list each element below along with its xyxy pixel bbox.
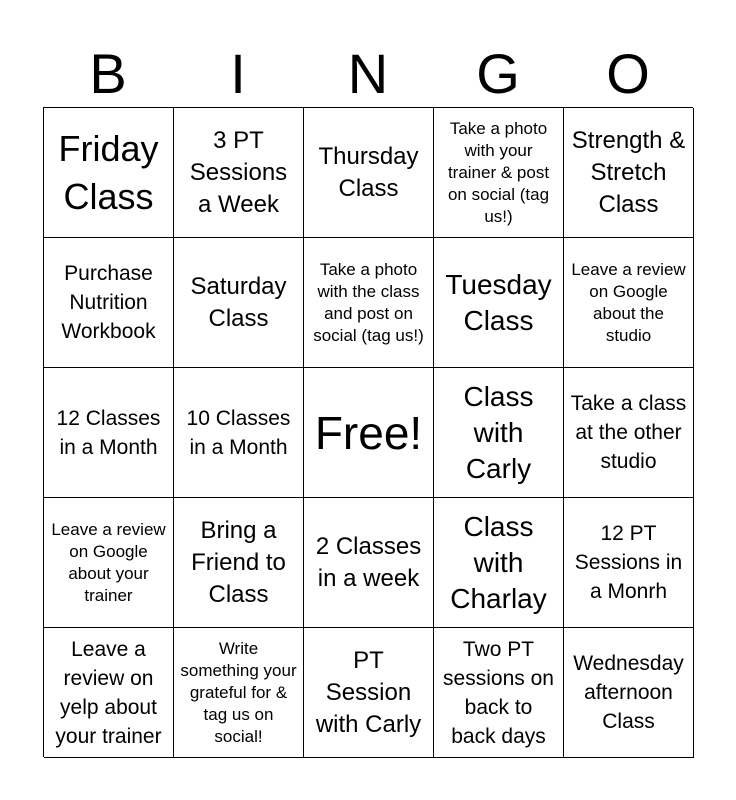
header-letter-b: B xyxy=(89,42,127,105)
cell-text: Bring a Friend to Class xyxy=(191,516,286,608)
bingo-cell-r1c2[interactable] xyxy=(174,108,304,238)
cell-text: Saturday Class xyxy=(190,272,287,332)
bingo-cell-r4c1[interactable] xyxy=(44,498,174,628)
bingo-cell-free[interactable] xyxy=(304,368,434,498)
bingo-cell-r2c4[interactable] xyxy=(434,238,564,368)
bingo-cell-r3c5[interactable] xyxy=(564,368,694,498)
header-letter-g: G xyxy=(476,42,520,105)
cell-text: Class with Carly xyxy=(463,380,534,484)
header-letter-n: N xyxy=(347,42,389,105)
cell-text: Thursday Class xyxy=(318,142,419,202)
bingo-cell-r4c5[interactable] xyxy=(564,498,694,628)
cell-text: Friday Class xyxy=(58,127,159,217)
bingo-cell-r2c5[interactable] xyxy=(564,238,694,368)
bingo-cell-r2c2[interactable] xyxy=(174,238,304,368)
bingo-cell-r3c4[interactable] xyxy=(434,368,564,498)
cell-text: Take a photo with the class and post on social (tag us!) xyxy=(313,259,424,345)
cell-text: Strength & Stretch Class xyxy=(571,126,686,218)
cell-text: 12 Classes in a Month xyxy=(56,406,161,459)
bingo-cell-r1c5[interactable] xyxy=(564,108,694,238)
bingo-cell-r1c4[interactable] xyxy=(434,108,564,238)
bingo-cell-r5c3[interactable] xyxy=(304,628,434,758)
bingo-board xyxy=(43,107,693,757)
header-letter-o: O xyxy=(606,42,650,105)
bingo-cell-r4c4[interactable] xyxy=(434,498,564,628)
header-letter-i: I xyxy=(230,42,246,105)
cell-text: Two PT sessions on back to back days xyxy=(443,637,554,748)
bingo-cell-r3c1[interactable] xyxy=(44,368,174,498)
bingo-cell-r4c3[interactable] xyxy=(304,498,434,628)
bingo-cell-r4c2[interactable] xyxy=(174,498,304,628)
bingo-cell-r5c1[interactable] xyxy=(44,628,174,758)
free-space-text: Free! xyxy=(314,406,423,459)
cell-text: 12 PT Sessions in a Monrh xyxy=(574,522,683,603)
cell-text: Purchase Nutrition Workbook xyxy=(61,262,156,343)
bingo-cell-r5c5[interactable] xyxy=(564,628,694,758)
bingo-cell-r2c3[interactable] xyxy=(304,238,434,368)
bingo-header xyxy=(43,40,693,108)
bingo-cell-r5c4[interactable] xyxy=(434,628,564,758)
cell-text: Class with Charlay xyxy=(450,510,547,614)
cell-text: Wednesday afternoon Class xyxy=(573,652,684,733)
cell-text: 2 Classes in a week xyxy=(315,532,422,592)
cell-text: Leave a review on Google about the studio xyxy=(571,259,686,345)
bingo-cell-r5c2[interactable] xyxy=(174,628,304,758)
bingo-cell-r2c1[interactable] xyxy=(44,238,174,368)
cell-text: Leave a review on yelp about your trainer xyxy=(55,637,162,748)
cell-text: Take a photo with your trainer & post on social (tag us!) xyxy=(447,118,550,226)
cell-text: 3 PT Sessions a Week xyxy=(189,126,288,218)
cell-text: Take a class at the other studio xyxy=(570,392,687,473)
bingo-cell-r1c1[interactable] xyxy=(44,108,174,238)
cell-text: PT Session with Carly xyxy=(315,646,422,738)
bingo-cell-r1c3[interactable] xyxy=(304,108,434,238)
cell-text: 10 Classes in a Month xyxy=(186,406,291,459)
cell-text: Write something your grateful for & tag us on social! xyxy=(180,638,297,746)
bingo-cell-r3c2[interactable] xyxy=(174,368,304,498)
cell-text: Leave a review on Google about your trainer xyxy=(51,519,166,605)
cell-text: Tuesday Class xyxy=(445,268,552,336)
